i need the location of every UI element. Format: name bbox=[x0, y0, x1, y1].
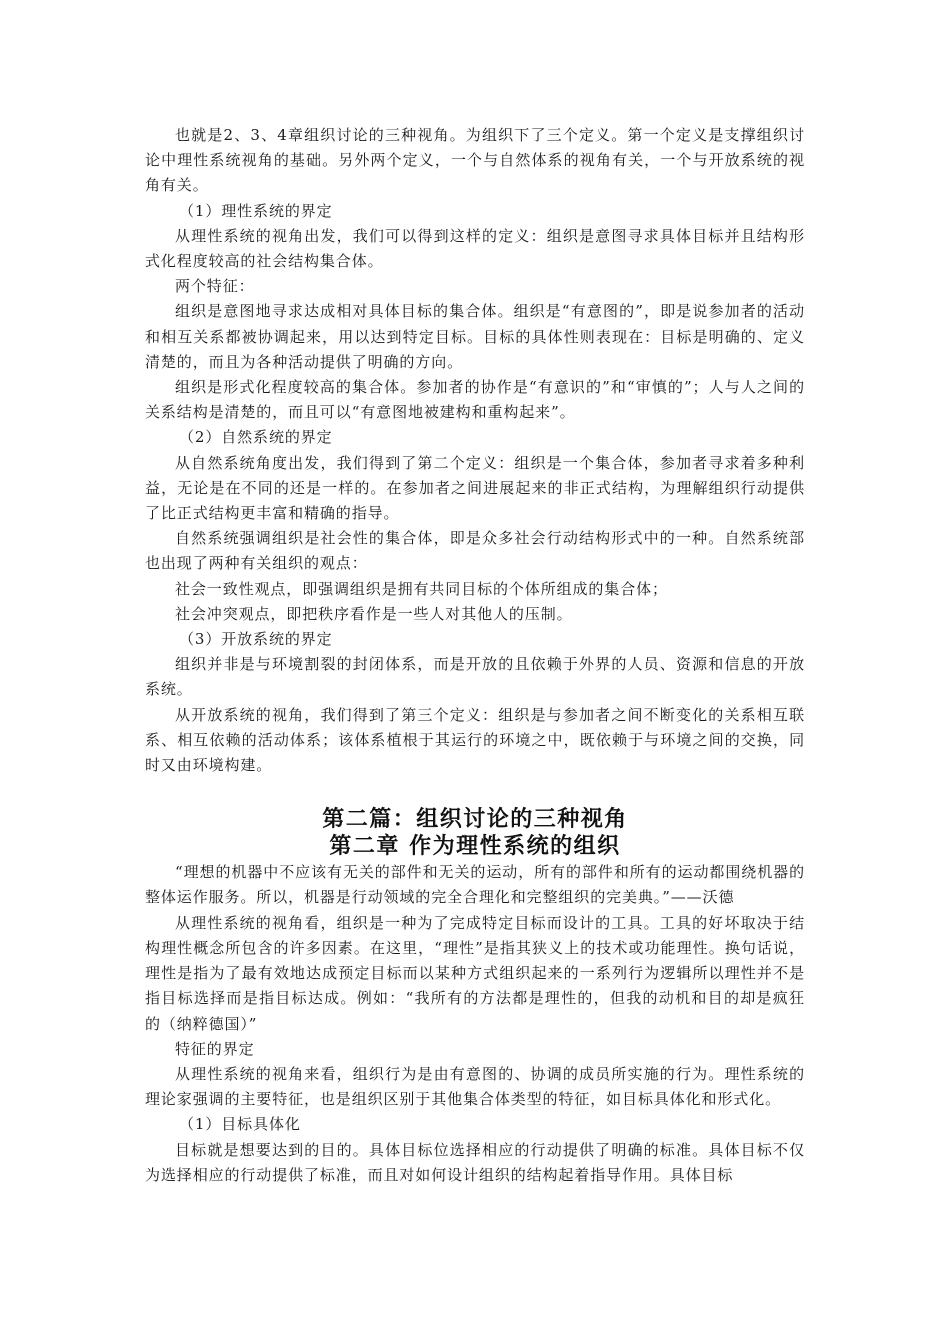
quote-paragraph: “理想的机器中不应该有无关的部件和无关的运动，所有的部件和所有的运动都围绕机器的整体运作服务。所以，机器是行动领域的完全合理化和完整组织的完美典。”——沃德 bbox=[145, 863, 805, 907]
title-block bbox=[145, 806, 805, 860]
subheading: 特征的界定 bbox=[175, 1039, 255, 1058]
paragraph: 组织并非是与环境割裂的封闭体系，而是开放的且依赖于外界的人员、资源和信息的开放系统。 bbox=[145, 655, 805, 699]
spacer bbox=[145, 778, 805, 800]
paragraph: 目标就是想要达到的目的。具体目标位选择相应的行动提供了明确的标准。具体目标不仅为选择相应的行动提供了标准，而且对如何设计组织的结构起着指导作用。具体目标 bbox=[145, 1140, 805, 1184]
paragraph: 从开放系统的视角，我们得到了第三个定义：组织是与参加者之间不断变化的关系相互联系、相互依赖的活动体系；该体系植根于其运行的环境之中，既依赖于与环境之间的交换，同时又由环境构建。 bbox=[145, 705, 805, 775]
paragraph: 从理性系统的视角来看，组织行为是由有意图的、协调的成员所实施的行为。理性系统的理论家强调的主要特征，也是组织区别于其他集合体类型的特征，如目标具体化和形式化。 bbox=[145, 1064, 805, 1109]
paragraph: 组织是意图地寻求达成相对具体目标的集合体。组织是“有意图的”，即是说参加者的活动和相互关系都被协调起来，用以达到特定目标。目标的具体性则表现在：目标是明确的、定义清楚的，而且为各种活动提供了明确的方向。 bbox=[145, 302, 805, 371]
paragraph: 从自然系统角度出发，我们得到了第二个定义：组织是一个集合体，参加者寻求着多种利益，无论是在不同的还是一样的。在参加者之间进展起来的非正式结构，为理解组织行动提供了比正式结构更丰富和精确的指导。 bbox=[145, 453, 805, 523]
chapter-title: 第二章 作为理性系统的组织 bbox=[329, 834, 621, 860]
part-title: 第二篇：组织讨论的三种视角 bbox=[322, 807, 628, 833]
subheading: （2）自然系统的界定 bbox=[179, 428, 333, 447]
paragraph: 也就是2、3、4章组织讨论的三种视角。为组织下了三个定义。第一个定义是支撑组织讨论中理性系统视角的基础。另外两个定义，一个与自然体系的视角有关，一个与开放系统的视角有关。 bbox=[145, 126, 805, 195]
document-page bbox=[145, 123, 805, 1188]
paragraph: 两个特征： bbox=[175, 277, 255, 296]
paragraph: 从理性系统的视角出发，我们可以得到这样的定义：组织是意图寻求具体目标并且结构形式化程度较高的社会结构集合体。 bbox=[145, 226, 805, 271]
subheading: （3）开放系统的界定 bbox=[179, 630, 333, 649]
paragraph: 社会一致性观点，即强调组织是拥有共同目标的个体所组成的集合体； bbox=[175, 579, 668, 598]
subheading: （1）理性系统的界定 bbox=[179, 201, 333, 220]
paragraph: 从理性系统的视角看，组织是一种为了完成特定目标而设计的工具。工具的好坏取决于结构理性概念所包含的许多因素。在这里，“理性”是指其狭义上的技术或功能理性。换句话说，理性是指为了最有效地达成预定目标而以某种方式组织起来的一系列行为逻辑所以理性并不是指目标选择而是指目标达成。例如：“我所有的方法都是理性的，但我的动机和目的却是疯狂的（纳粹德国）” bbox=[145, 913, 805, 1033]
paragraph: 社会冲突观点，即把秩序看作是一些人对其他人的压制。 bbox=[175, 604, 573, 623]
paragraph: 自然系统强调组织是社会性的集合体，即是众多社会行动结构形式中的一种。自然系统部也出现了两种有关组织的观点： bbox=[145, 529, 805, 573]
subheading: （1）目标具体化 bbox=[179, 1115, 301, 1134]
paragraph: 组织是形式化程度较高的集合体。参加者的协作是“有意识的”和“审慎的”；人与人之间的关系结构是清楚的，而且可以“有意图地被建构和重构起来”。 bbox=[145, 378, 805, 422]
